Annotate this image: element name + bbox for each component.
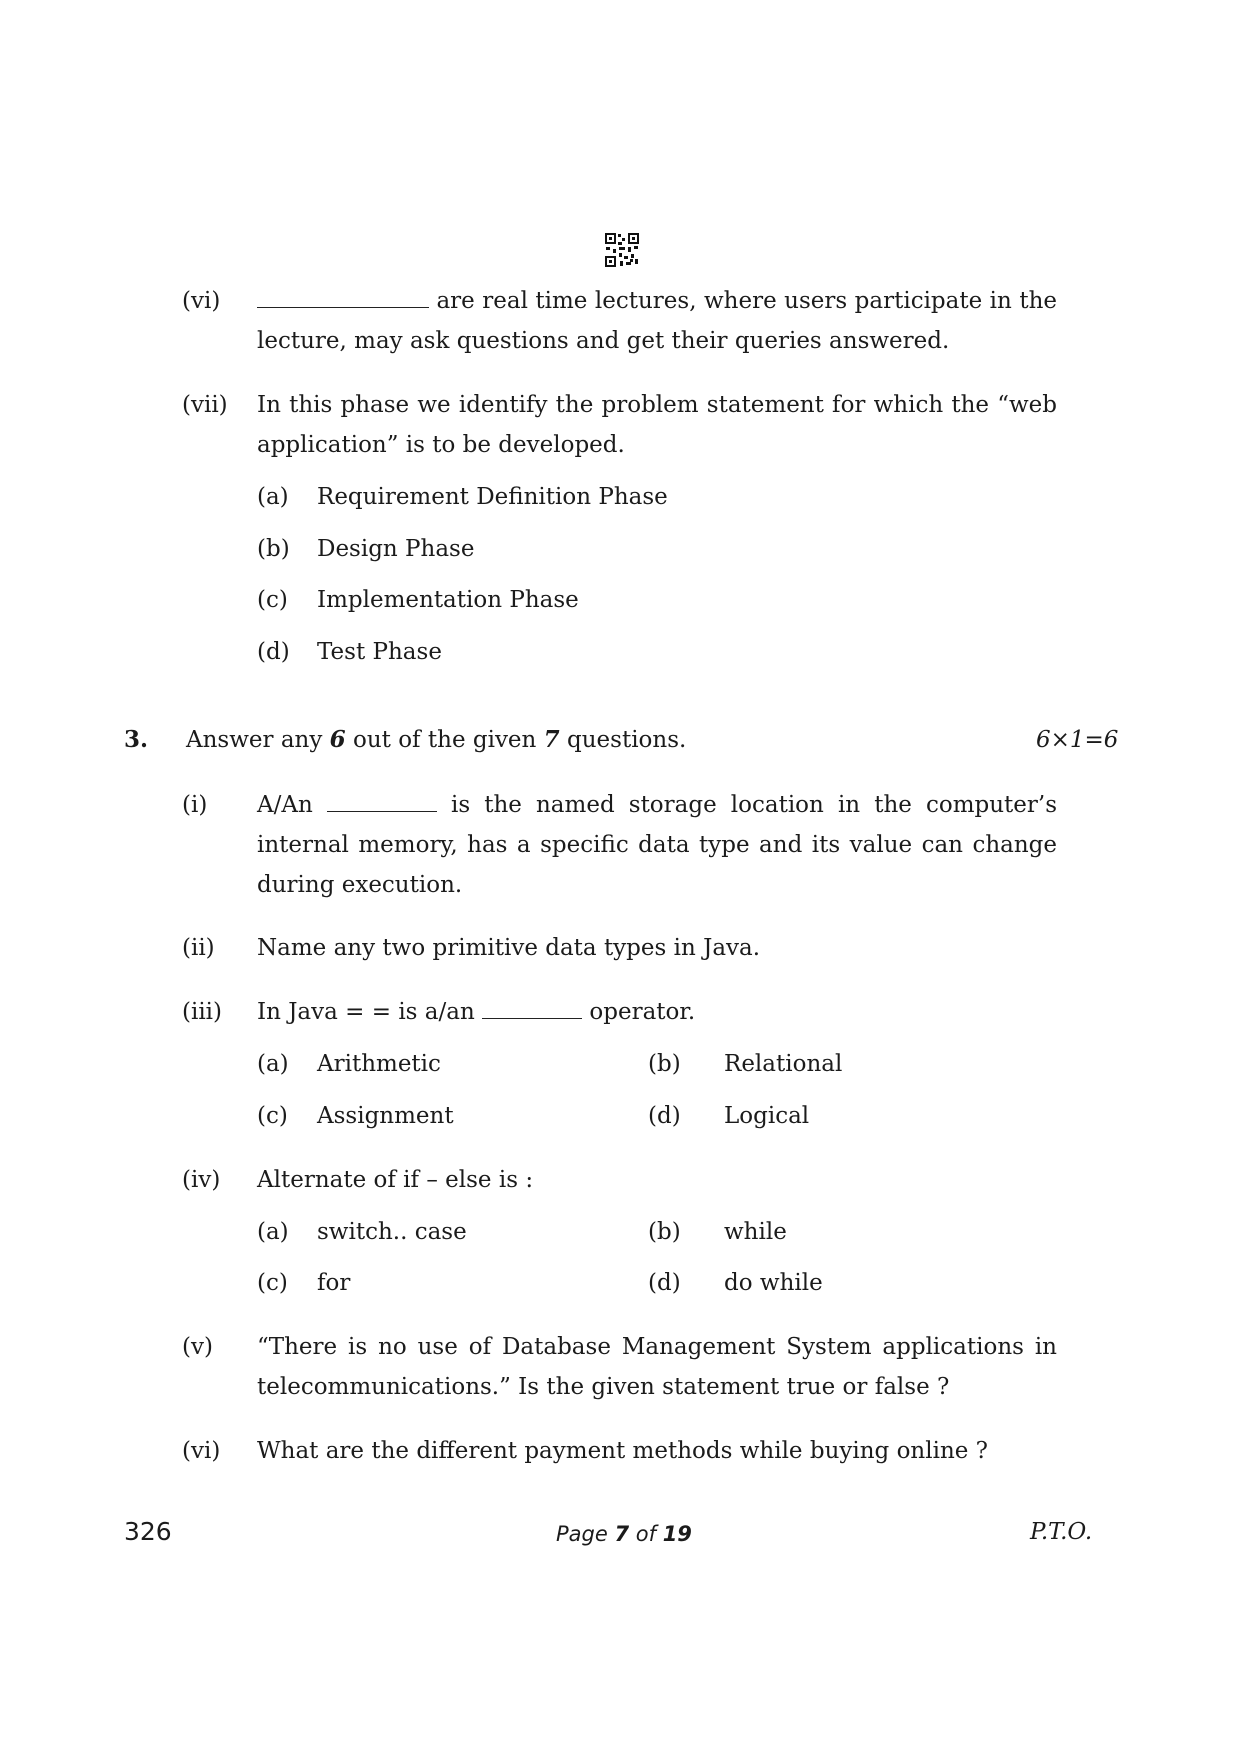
paper-code: 326 [124,1517,172,1546]
q3-marks: 6×1=6 [1036,727,1119,753]
option-label: (b) [648,1051,681,1077]
option-text: Requirement Definition Phase [317,484,668,510]
q3-iii-number: (iii) [182,999,223,1025]
q3-v-number: (v) [182,1334,213,1360]
qr-code-icon [604,232,640,268]
answer-blank [327,791,437,812]
option-label: (a) [257,1051,289,1077]
option-text: Relational [724,1051,843,1077]
q2-vi-number: (vi) [182,288,221,314]
option-label: (a) [257,484,289,510]
option-label: (c) [257,587,288,613]
q3-vi-text: What are the different payment methods while buying online ? [257,1438,989,1464]
q3-i-number: (i) [182,792,208,818]
q3-iv-text: Alternate of if – else is : [257,1167,534,1193]
page-indicator: Page 7 of 19 [556,1522,692,1546]
option-text: for [317,1270,351,1296]
option-text: Logical [724,1103,810,1129]
q3-vi-number: (vi) [182,1438,221,1464]
option-label: (b) [648,1219,681,1245]
answer-blank [482,998,582,1019]
option-text: Implementation Phase [317,587,579,613]
option-label: (d) [257,639,290,665]
q3-iii-text: In Java = = is a/an operator. [257,999,696,1025]
option-text: Arithmetic [317,1051,441,1077]
q3-ii-number: (ii) [182,935,215,961]
q3-v-text: “There is no use of Database Management System applications in telecommunications.” Is the given statement true or false ? [257,1334,1057,1400]
pto-label: P.T.O. [1030,1519,1093,1545]
answer-blank [257,287,429,308]
option-text: Design Phase [317,536,475,562]
option-label: (a) [257,1219,289,1245]
option-text: do while [724,1270,823,1296]
q3-i-text: A/An is the named storage location in the computer’s internal memory, has a specific data type and its value can change during execution. [257,792,1058,898]
q2-vii-number: (vii) [182,392,228,418]
q3-instruction: Answer any 6 out of the given 7 questions. [186,726,687,753]
q2-vii-text: In this phase we identify the problem statement for which the “web application” is to be developed. [257,392,1057,458]
option-text: switch.. case [317,1219,467,1245]
option-text: Assignment [317,1103,454,1129]
option-label: (b) [257,536,290,562]
option-label: (d) [648,1103,681,1129]
option-label: (d) [648,1270,681,1296]
option-text: while [724,1219,787,1245]
option-text: Test Phase [317,639,442,665]
q3-ii-text: Name any two primitive data types in Java. [257,935,761,961]
q2-vi-text: are real time lectures, where users participate in the lecture, may ask questions and get their queries answered. [257,288,1057,354]
option-label: (c) [257,1103,288,1129]
q3-number: 3. [124,726,149,753]
q3-iv-number: (iv) [182,1167,221,1193]
option-label: (c) [257,1270,288,1296]
